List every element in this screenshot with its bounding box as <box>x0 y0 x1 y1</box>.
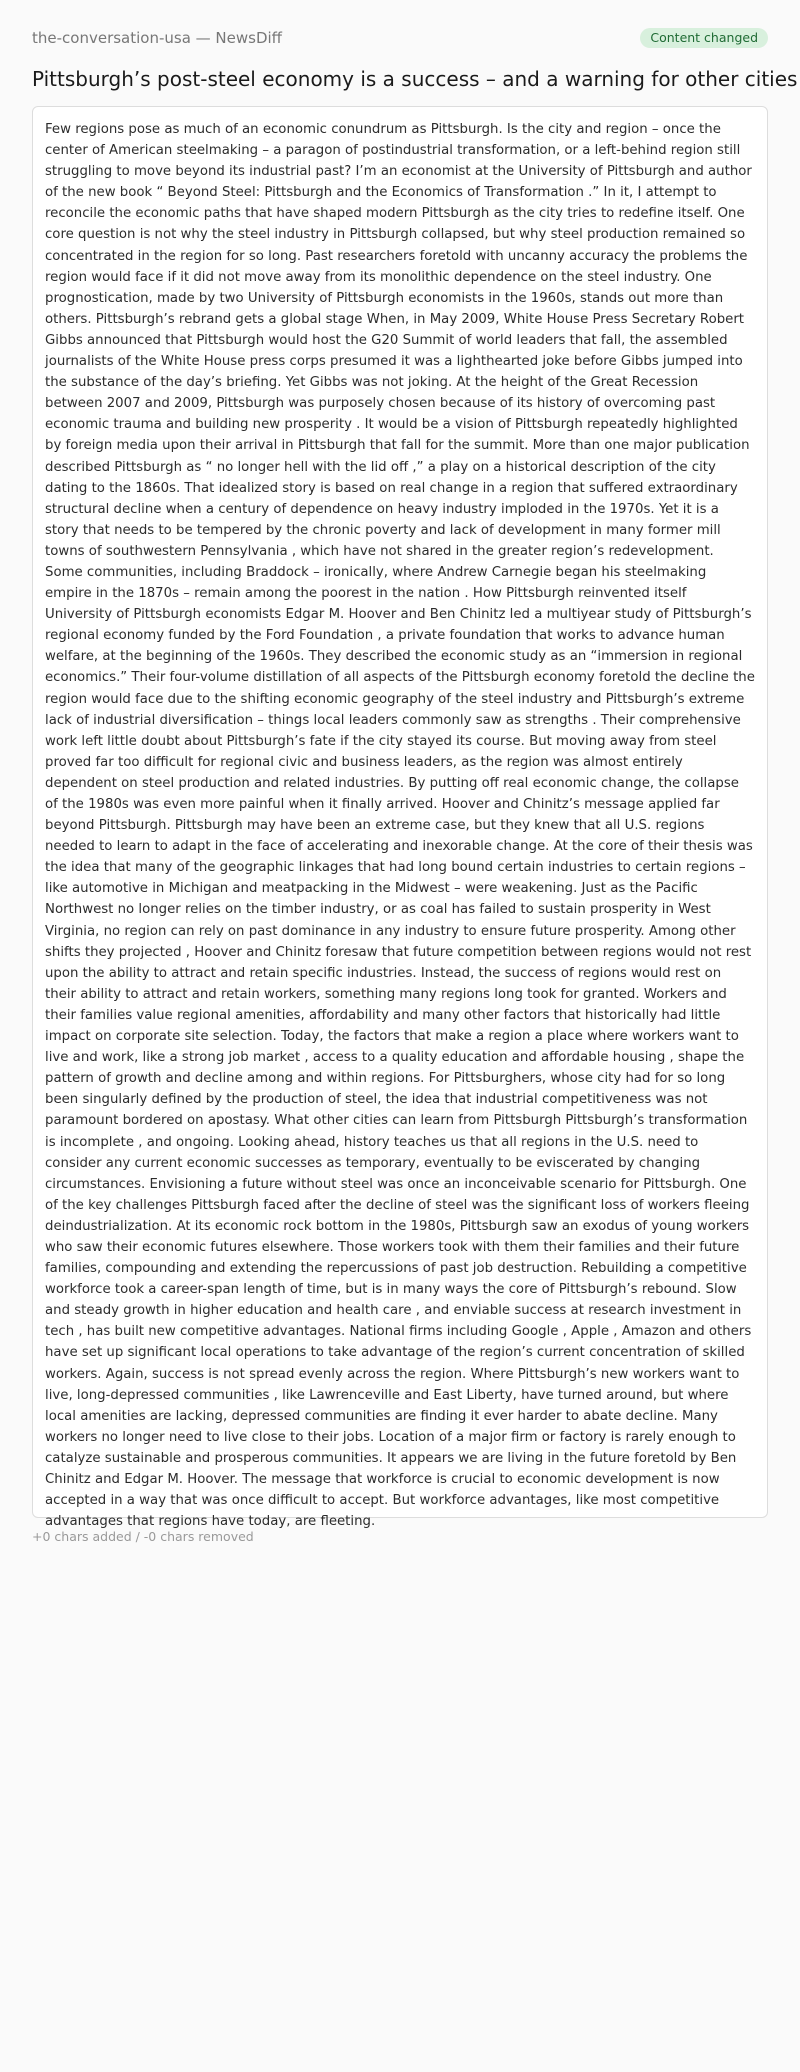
header <box>32 28 768 48</box>
source-label: the-conversation-usa — NewsDiff <box>32 29 283 47</box>
status-badge: Content changed <box>640 28 768 48</box>
article-content-box <box>32 106 768 1530</box>
article-title: Pittsburgh’s post-steel economy is a success – and a warning for other cities <box>32 67 798 91</box>
article-body-text: Few regions pose as much of an economic conundrum as Pittsburgh. Is the city and region – once the center of American steelmaking – a paragon of postindustrial transformation, or a left-behind region still struggling to move beyond its industrial past? I’m an economist at the University of Pittsburgh and author of the new book “ Beyond Steel: Pittsburgh and the Economics of Transformation .” In it, I attempt to reconcile the economic paths that have shaped modern Pittsburgh as the city tries to redefine itself. One core question is not why the steel industry in Pittsburgh collapsed, but why steel production remained so concentrated in the region for so long. Past researchers foretold with uncanny accuracy the problems the region would face if it did not move away from its monolithic dependence on the steel industry. One prognostication, made by two University of Pittsburgh economists in the 1960s, stands out more than others. Pittsburgh’s rebrand gets a global stage When, in May 2009, White House Press Secretary Robert Gibbs announced that Pittsburgh would host the G20 Summit of world leaders that fall, the assembled journalists of the White House press corps presumed it was a lighthearted joke before Gibbs jumped into the substance of the day’s briefing. Yet Gibbs was not joking. At the height of the Great Recession between 2007 and 2009, Pittsburgh was purposely chosen because of its history of overcoming past economic trauma and building new prosperity . It would be a vision of Pittsburgh repeatedly highlighted by foreign media upon their arrival in Pittsburgh that fall for the summit. More than one major publication described Pittsburgh as “ no longer hell with the lid off ,” a play on a historical description of the city dating to the 1860s. That idealized story is based on real change in a region that suffered extraordinary structural decline when a century of dependence on heavy industry imploded in the 1970s. Yet it is a story that needs to be tempered by the chronic poverty and lack of development in many former mill towns of southwestern Pennsylvania , which have not shared in the greater region’s redevelopment. Some communities, including Braddock – ironically, where Andrew Carnegie began his steelmaking empire in the 1870s – remain among the poorest in the nation . How Pittsburgh reinvented itself University of Pittsburgh economists Edgar M. Hoover and Ben Chinitz led a multiyear study of Pittsburgh’s regional economy funded by the Ford Foundation , a private foundation that works to advance human welfare, at the beginning of the 1960s. They described the economic study as an “immersion in regional economics.” Their four-volume distillation of all aspects of the Pittsburgh economy foretold the decline the region would face due to the shifting economic geography of the steel industry and Pittsburgh’s extreme lack of industrial diversification – things local leaders commonly saw as strengths . Their comprehensive work left little doubt about Pittsburgh’s fate if the city stayed its course. But moving away from steel proved far too difficult for regional civic and business leaders, as the region was almost entirely dependent on steel production and related industries. By putting off real economic change, the collapse of the 1980s was even more painful when it finally arrived. Hoover and Chinitz’s message applied far beyond Pittsburgh. Pittsburgh may have been an extreme case, but they knew that all U.S. regions needed to learn to adapt in the face of accelerating and inexorable change. At the core of their thesis was the idea that many of the geographic linkages that had long bound certain industries to certain regions – like automotive in Michigan and meatpacking in the Midwest – were weakening. Just as the Pacific Northwest no longer relies on the timber industry, or as coal has failed to sustain prosperity in West Virginia, no region can rely on past dominance in any industry to ensure future prosperity. Among other shifts they projected , Hoover and Chinitz foresaw that future competition between regions would not rest upon the ability to attract and retain specific industries. Instead, the success of regions would rest on their ability to attract and retain workers, something many regions long took for granted. Workers and their families value regional amenities, affordability and many other factors that historically had little impact on corporate site selection. Today, the factors that make a region a place where workers want to live and work, like a strong job market , access to a quality education and affordable housing , shape the pattern of growth and decline among and within regions. For Pittsburghers, whose city had for so long been singularly defined by the production of steel, the idea that industrial competitiveness was not paramount bordered on apostasy. What other cities can learn from Pittsburgh Pittsburgh’s transformation is incomplete , and ongoing. Looking ahead, history teaches us that all regions in the U.S. need to consider any current economic successes as temporary, eventually to be eviscerated by changing circumstances. Envisioning a future without steel was once an inconceivable scenario for Pittsburgh. One of the key challenges Pittsburgh faced after the decline of steel was the significant loss of workers fleeing deindustrialization. At its economic rock bottom in the 1980s, Pittsburgh saw an exodus of young workers who saw their economic futures elsewhere. Those workers took with them their families and their future families, compounding and extending the repercussions of past job destruction. Rebuilding a competitive workforce took a career-span length of time, but is in many ways the core of Pittsburgh’s rebound. Slow and steady growth in higher education and health care , and enviable success at research investment in tech , has built new competitive advantages. National firms including Google , Apple , Amazon and others have set up significant local operations to take advantage of the region’s current concentration of skilled workers. Again, success is not spread evenly across the region. Where Pittsburgh’s new workers want to live, long-depressed communities , like Lawrenceville and East Liberty, have turned around, but where local amenities are lacking, depressed communities are finding it ever harder to abate decline. Many workers no longer need to live close to their jobs. Location of a major firm or factory is rarely enough to catalyze sustainable and prosperous communities. It appears we are living in the future foretold by Ben Chinitz and Edgar M. Hoover. The message that workforce is crucial to economic development is now accepted in a way that was once difficult to accept. But workforce advantages, like most competitive advantages that regions have today, are fleeting. <box>45 122 755 1530</box>
diff-stats: +0 chars added / -0 chars removed <box>32 1529 254 1544</box>
